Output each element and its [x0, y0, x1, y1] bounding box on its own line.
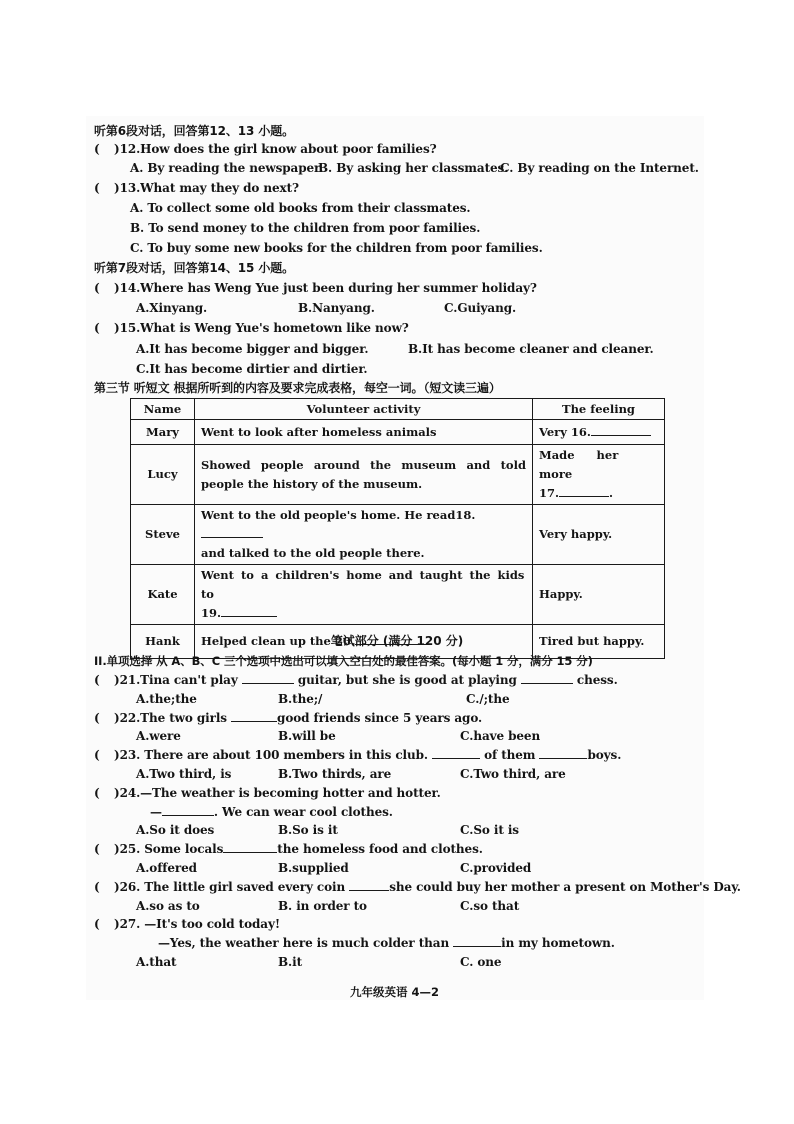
q21-option-b: B.the;/ [278, 692, 323, 706]
q14-option-a: A.Xinyang. [136, 301, 208, 315]
q23-option-b: B.Two thirds, are [278, 767, 392, 781]
q23-stem-post: boys. [587, 748, 622, 762]
q22-option-b: B.will be [278, 729, 336, 743]
table-row [131, 505, 665, 565]
feeling-period: . [609, 486, 614, 500]
q26-option-c: C.so that [460, 899, 520, 913]
q24-option-c: C.So it is [460, 823, 519, 837]
q14-paren: ( [94, 281, 100, 295]
q14-option-b: B.Nanyang. [298, 301, 375, 315]
q22-option-c: C.have been [460, 729, 541, 743]
q24-reply [150, 804, 393, 820]
section-7-header: 听第7段对话，回答第14、15 小题。 [94, 261, 295, 275]
activity-text: Helped clean up the 20. [201, 634, 355, 648]
q26-stem-post: she could buy her mother a present on Mother's Day. [389, 880, 741, 894]
table-row [131, 565, 665, 625]
q14-stem: )14.Where has Weng Yue just been during her summer holiday? [114, 281, 537, 295]
row-activity [195, 505, 533, 565]
q22-stem [114, 710, 482, 726]
q15-stem: )15.What is Weng Yue's hometown like now? [114, 321, 409, 335]
volunteer-table [130, 398, 665, 659]
q27-option-c: C. one [460, 955, 502, 969]
q24-paren: ( [94, 786, 100, 800]
q27-reply-post: in my hometown. [501, 936, 615, 950]
row-feeling [533, 445, 665, 505]
q13-option-a: A. To collect some old books from their classmates. [130, 201, 471, 215]
q13-paren: ( [94, 181, 100, 195]
q23-stem-pre: )23. There are about 100 members in this club. [114, 748, 428, 762]
q25-option-a: A.offered [136, 861, 197, 875]
row-activity: Showed people around the museum and told people the history of the museum. [195, 445, 533, 505]
q21-blank-2 [521, 672, 573, 684]
activity-line-2: and talked to the old people there. [201, 546, 425, 560]
answer-blank-17 [559, 485, 609, 497]
q24-stem: )24.—The weather is becoming hotter and hotter. [114, 786, 441, 800]
q13-option-b: B. To send money to the children from poor families. [130, 221, 481, 235]
q12-option-b: B. By asking her classmates. [318, 161, 509, 175]
q21-stem-pre: )21.Tina can't play [114, 673, 238, 687]
table-header-row [131, 399, 665, 420]
section-3-header: 第三节 听短文 根据所听到的内容及要求完成表格，每空一词。（短文读三遍） [94, 381, 501, 395]
page-footer: 九年级英语 4—2 [350, 985, 440, 999]
q12-option-a: A. By reading the newspaper. [130, 161, 324, 175]
q27-stem: )27. —It's too cold today! [114, 917, 281, 931]
q26-blank [349, 879, 389, 891]
feeling-number: 17. [539, 486, 560, 500]
feeling-text: Very 16. [539, 424, 591, 439]
q25-blank [223, 841, 277, 853]
section-6-header: 听第6段对话，回答第12、13 小题。 [94, 124, 295, 138]
row-name: Steve [131, 505, 195, 565]
row-name: Kate [131, 565, 195, 625]
activity-line-2 [201, 604, 526, 623]
table-row [131, 445, 665, 505]
row-activity: Went to look after homeless animals [195, 420, 533, 445]
q24-reply-dash: — [150, 805, 162, 819]
feeling-line-2 [539, 484, 658, 503]
q24-blank [162, 804, 214, 816]
q15-option-c: C.It has become dirtier and dirtier. [136, 362, 368, 376]
q21-blank-1 [242, 672, 294, 684]
q14-option-c: C.Guiyang. [444, 301, 517, 315]
q24-reply-post: . We can wear cool clothes. [213, 805, 393, 819]
header-feeling: The feeling [533, 399, 665, 420]
row-feeling: Tired but happy. [533, 625, 665, 659]
q26-stem [114, 879, 741, 895]
answer-blank-18 [201, 526, 263, 538]
q22-option-a: A.were [136, 729, 181, 743]
activity-number: 19. [201, 606, 222, 620]
q12-stem: )12.How does the girl know about poor families? [114, 142, 437, 156]
row-feeling: Happy. [533, 565, 665, 625]
q26-paren: ( [94, 880, 100, 894]
q23-stem [114, 747, 621, 763]
row-name: Hank [131, 625, 195, 659]
header-activity: Volunteer activity [195, 399, 533, 420]
q22-stem-pre: )22.The two girls [114, 711, 227, 725]
row-name: Mary [131, 420, 195, 445]
q21-option-c: C./;the [466, 692, 510, 706]
q25-option-b: B.supplied [278, 861, 349, 875]
q24-option-a: A.So it does [136, 823, 215, 837]
answer-blank-16 [591, 424, 651, 436]
q24-option-b: B.So is it [278, 823, 338, 837]
q15-option-b: B.It has become cleaner and cleaner. [408, 342, 654, 356]
activity-line-1 [201, 506, 526, 544]
q21-paren: ( [94, 673, 100, 687]
q27-paren: ( [94, 917, 100, 931]
q25-option-c: C.provided [460, 861, 532, 875]
q21-stem-post: chess. [576, 673, 618, 687]
q25-stem-post: the homeless food and clothes. [277, 842, 483, 856]
table-row [131, 420, 665, 445]
q21-stem-mid: guitar, but she is good at playing [297, 673, 517, 687]
q13-option-c: C. To buy some new books for the children from poor families. [130, 241, 543, 255]
q27-reply [158, 935, 615, 951]
feeling-text: Made her more [539, 448, 619, 481]
q23-stem-mid: of them [484, 748, 536, 762]
row-name: Lucy [131, 445, 195, 505]
q27-reply-pre: —Yes, the weather here is much colder than [158, 936, 450, 950]
q25-stem-pre: )25. Some locals [114, 842, 224, 856]
q12-option-c: C. By reading on the Internet. [500, 161, 699, 175]
q22-blank [231, 710, 277, 722]
q26-stem-pre: )26. The little girl saved every coin [114, 880, 346, 894]
q23-blank-1 [432, 747, 480, 759]
q25-paren: ( [94, 842, 100, 856]
q27-option-a: A.that [136, 955, 177, 969]
part-2-header: II.单项选择 从 A、B、C 三个选项中选出可以填入空白处的最佳答案。(每小题 1 分，满分 15 分) [94, 654, 593, 668]
q26-option-b: B. in order to [278, 899, 367, 913]
q12-paren: ( [94, 142, 100, 156]
activity-line-1: Went to a children's home and taught the kids to [201, 568, 525, 601]
q26-option-a: A.so as to [136, 899, 200, 913]
q23-option-c: C.Two third, are [460, 767, 566, 781]
q27-blank [453, 935, 501, 947]
feeling-line-1 [539, 446, 658, 484]
q15-paren: ( [94, 321, 100, 335]
q25-stem [114, 841, 483, 857]
q15-option-a: A.It has become bigger and bigger. [136, 342, 369, 356]
q13-stem: )13.What may they do next? [114, 181, 299, 195]
written-part-title: 笔试部分 (满分 120 分) [330, 634, 464, 648]
q21-option-a: A.the;the [136, 692, 197, 706]
q23-paren: ( [94, 748, 100, 762]
answer-blank-19 [221, 605, 277, 617]
q23-blank-2 [539, 747, 587, 759]
q22-paren: ( [94, 711, 100, 725]
q27-option-b: B.it [278, 955, 303, 969]
q22-stem-post: good friends since 5 years ago. [277, 711, 483, 725]
row-feeling [533, 420, 665, 445]
activity-text: Went to the old people's home. He read18. [201, 508, 476, 522]
row-activity [195, 565, 533, 625]
row-feeling: Very happy. [533, 505, 665, 565]
q23-option-a: A.Two third, is [136, 767, 232, 781]
header-name: Name [131, 399, 195, 420]
q21-stem [114, 672, 618, 688]
